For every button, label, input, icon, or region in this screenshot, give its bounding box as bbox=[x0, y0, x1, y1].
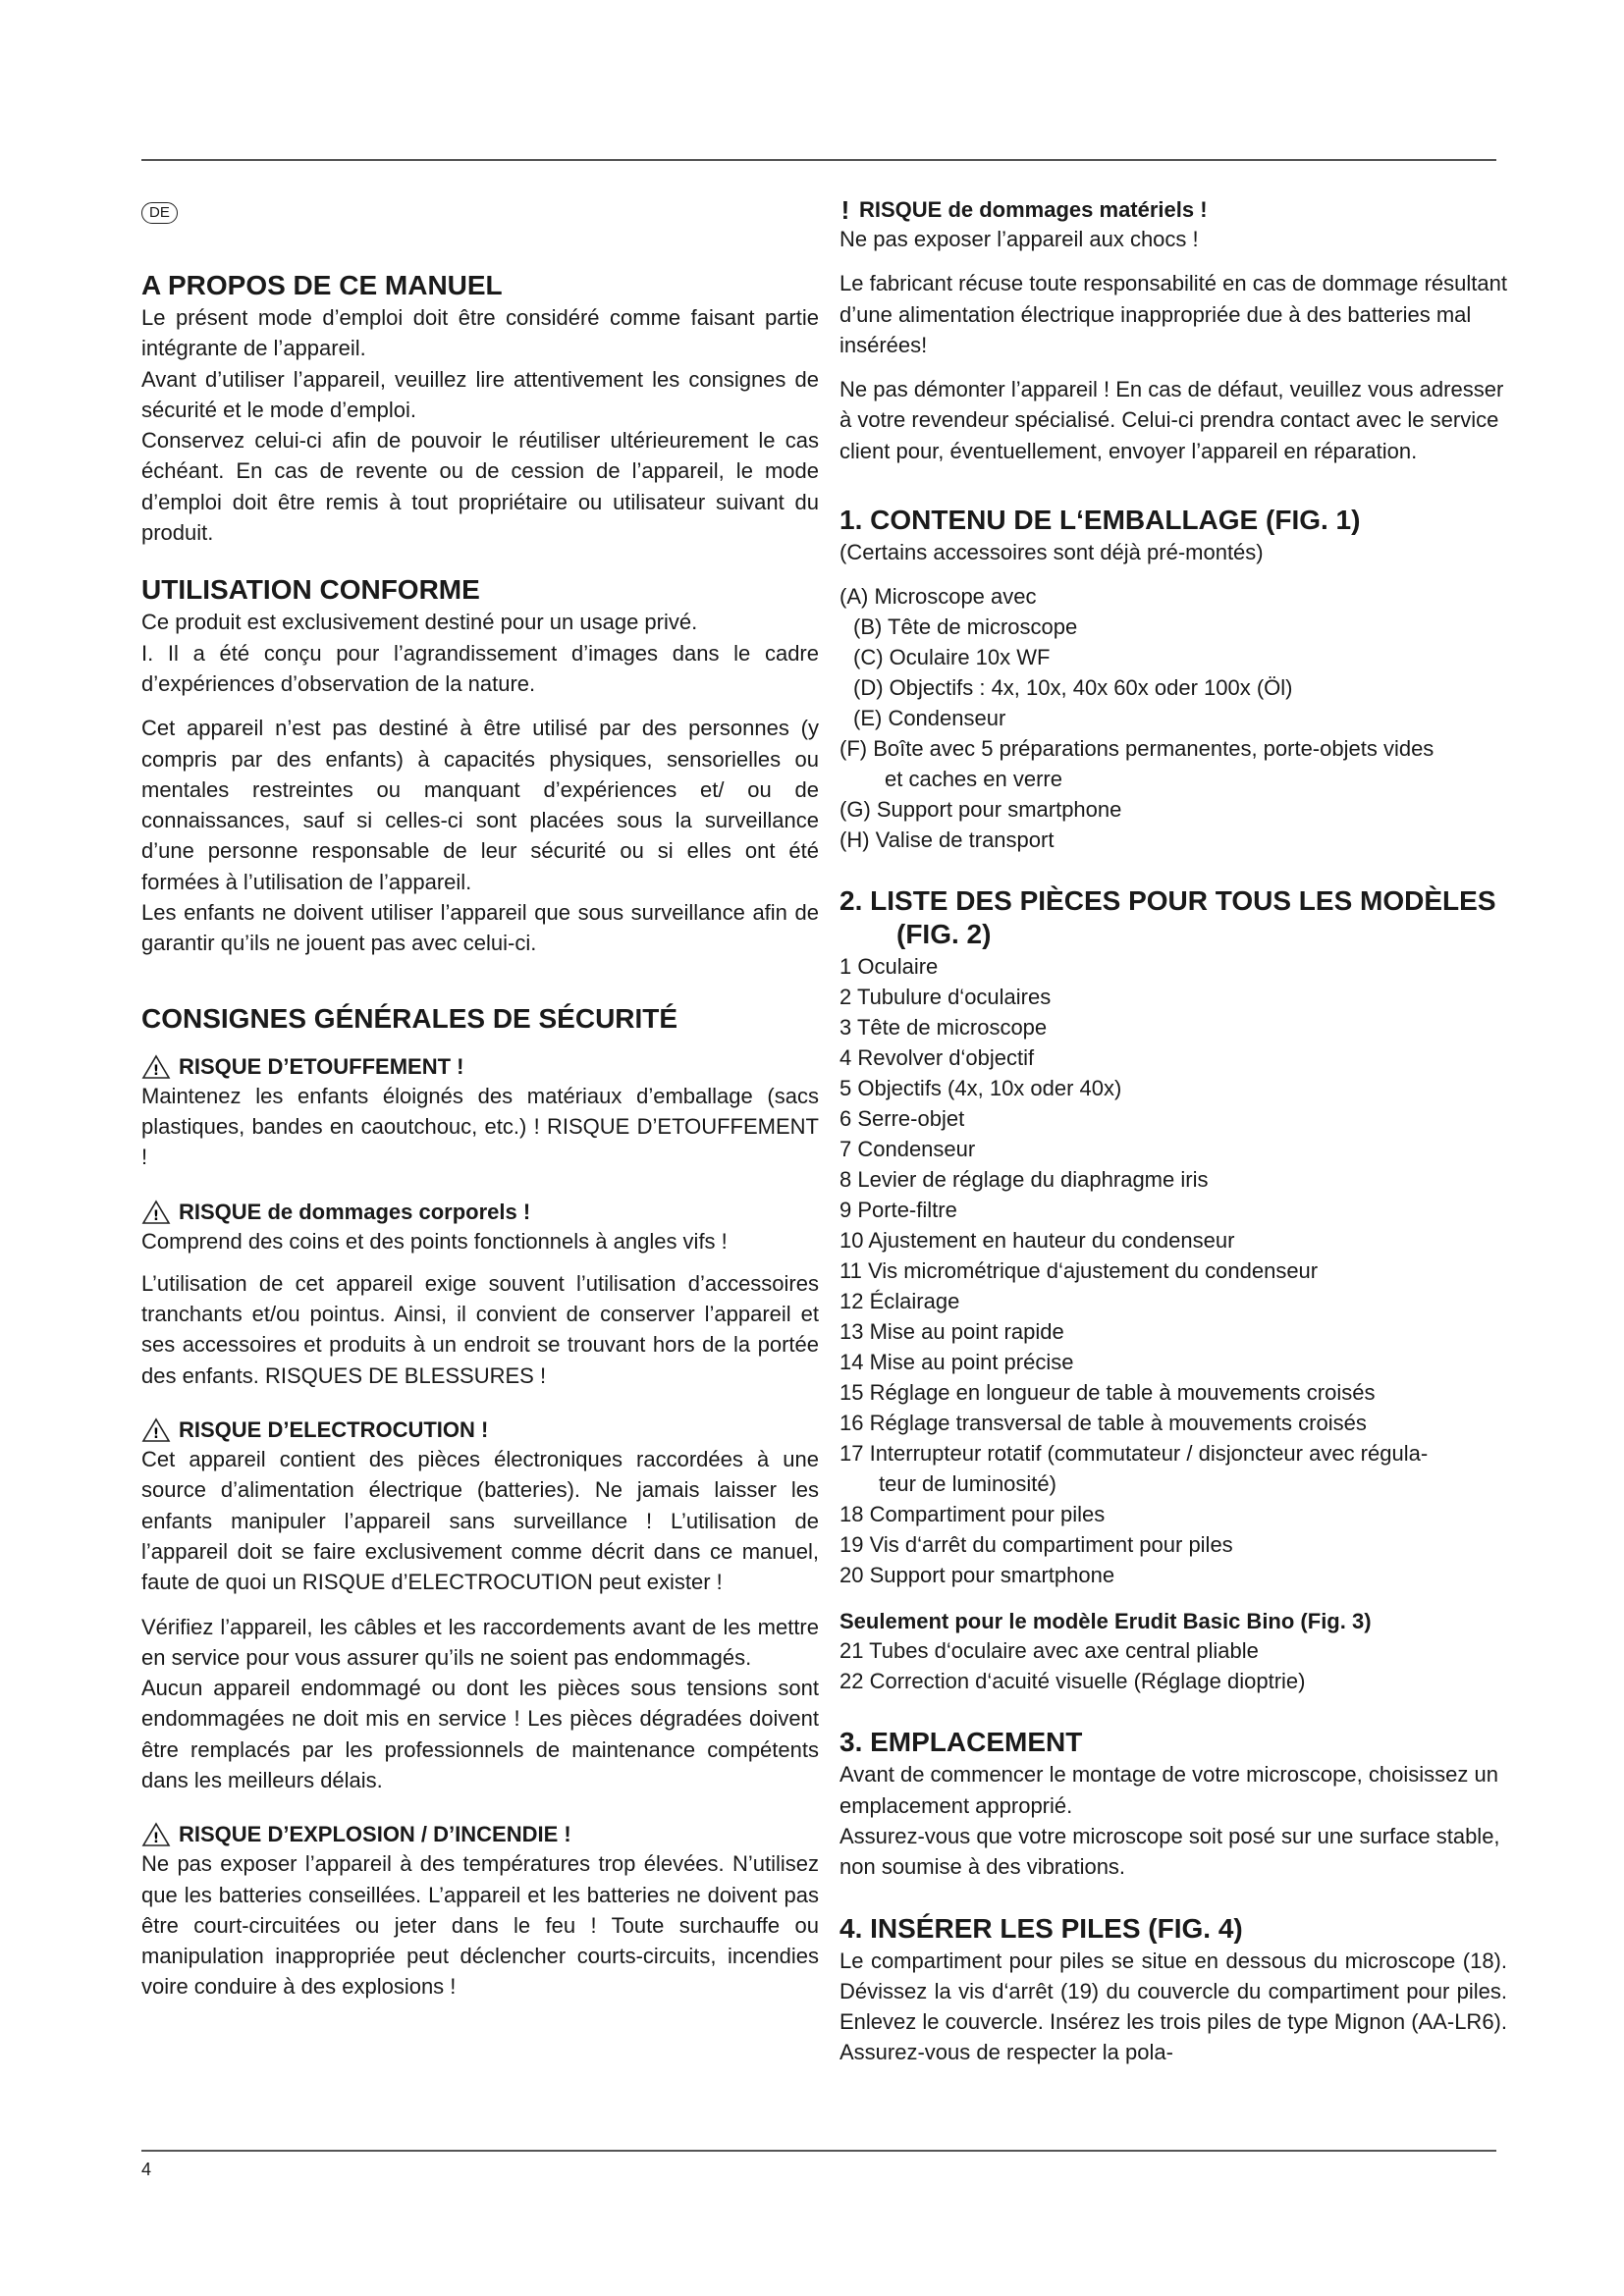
warning-suffocation-title: RISQUE D’ETOUFFEMENT ! bbox=[179, 1053, 464, 1079]
parts-list bbox=[839, 951, 1507, 1590]
contents-list bbox=[839, 581, 1507, 855]
exclamation-icon: ! bbox=[840, 195, 850, 225]
svg-text:!: ! bbox=[152, 1062, 160, 1079]
batteries-paragraph-1: Le compartiment pour piles se situe en dessous du microscope (18). Dévissez la vis d‘arrêt (19) du couvercle du compartiment pour piles. Enlevez le couvercle. Insérez les trois piles de type Mignon (AA-LR6). Assurez-vous de respecter la pola- bbox=[839, 1948, 1507, 2065]
list-item: 16 Réglage transversal de table à mouvements croisés bbox=[839, 1411, 1367, 1436]
list-item: 8 Levier de réglage du diaphragme iris bbox=[839, 1167, 1209, 1193]
list-item: et caches en verre bbox=[885, 767, 1062, 792]
section-title-about: A PROPOS DE CE MANUEL bbox=[141, 270, 503, 300]
warning-injury-text: Comprend des coins et des points fonctionnels à angles vifs ! bbox=[141, 1228, 728, 1254]
warning-explosion-title: RISQUE D’EXPLOSION / D’INCENDIE ! bbox=[179, 1822, 571, 1847]
header-rule bbox=[141, 159, 1496, 161]
left-column bbox=[141, 196, 819, 2002]
list-item: (H) Valise de transport bbox=[839, 828, 1055, 853]
warning-electrocution-text: Cet appareil contient des pièces électroniques raccordées à une source d’alimentation électrique (batteries). Ne jamais laisser les enfants manipuler l’appareil sans surveillance ! L’utilisation de l’appareil doit se faire exclusivement comme décrit dans ce manuel, faute de quoi un RISQUE d’ELECTROCUTION peut exister ! bbox=[141, 1447, 819, 1595]
svg-text:!: ! bbox=[152, 1831, 160, 1847]
list-item: 1 Oculaire bbox=[839, 954, 939, 980]
language-badge: DE bbox=[141, 202, 178, 224]
page-number: 4 bbox=[141, 2160, 152, 2179]
list-item: (C) Oculaire 10x WF bbox=[853, 645, 1051, 670]
warning-material-paragraph-3: Ne pas démonter l’appareil ! En cas de défaut, veuillez vous adresser à votre revendeur spécialisé. Celui-ci prendra contact avec le service client pour, éventuellement, envoyer l’appareil en réparation. bbox=[839, 377, 1504, 463]
list-item: 15 Réglage en longueur de table à mouvements croisés bbox=[839, 1380, 1376, 1406]
warning-electrocution-text-2: Vérifiez l’appareil, les câbles et les raccordements avant de les mettre en service pour vous assurer qu’ils ne soient pas endommagés. bbox=[141, 1614, 819, 1670]
usage-paragraph-3: Cet appareil n’est pas destiné à être utilisé par des personnes (y compris par des enfants) à capacités physiques, sensorielles ou mentales restreintes ou manquant d’expériences et/ ou de connaissances, sauf si celles-ci sont placées sous la surveillance d’une personne responsable de leur sécurité ou si elles ont été formées à l’utilisation de l’appareil. bbox=[141, 716, 819, 894]
list-item: (D) Objectifs : 4x, 10x, 40x 60x oder 100x (Öl) bbox=[853, 675, 1293, 701]
section-title-usage: UTILISATION CONFORME bbox=[141, 574, 480, 606]
section-title-contents: 1. CONTENU DE L‘EMBALLAGE (FIG. 1) bbox=[839, 505, 1361, 536]
contents-subtitle: (Certains accessoires sont déjà pré-montés) bbox=[839, 540, 1264, 565]
warning-electrocution-title: RISQUE D’ELECTROCUTION ! bbox=[179, 1417, 489, 1443]
warning-explosion-text: Ne pas exposer l’appareil à des températures trop élevées. N’utilisez que les batteries conseillées. L’appareil et les batteries ne doivent pas être court-circuitées ou jeter dans le feu ! Toute surchauffe ou manipulation inappropriée peut déclencher courts-circuits, incendies voire conduire à des explosions ! bbox=[141, 1851, 819, 2000]
warning-material-paragraph-2: Le fabricant récuse toute responsabilité en cas de dommage résultant d’une alimentation électrique inappropriée due à des batteries mal insérées! bbox=[839, 271, 1507, 357]
bino-list bbox=[839, 1635, 1507, 1696]
list-item: (B) Tête de microscope bbox=[853, 614, 1078, 640]
section-title-safety: CONSIGNES GÉNÉRALES DE SÉCURITÉ bbox=[141, 1002, 678, 1034]
list-item: 14 Mise au point précise bbox=[839, 1350, 1074, 1375]
warning-electrocution bbox=[141, 1416, 819, 1444]
warning-triangle-icon bbox=[141, 1054, 171, 1080]
list-item: 17 Interrupteur rotatif (commutateur / disjoncteur avec régula- bbox=[839, 1441, 1429, 1467]
usage-paragraph-2: I. Il a été conçu pour l’agrandissement d’images dans le cadre d’expériences d’observation de la nature. bbox=[141, 640, 819, 696]
list-item: teur de luminosité) bbox=[879, 1471, 1056, 1497]
warning-injury-text-2: L’utilisation de cet appareil exige souvent l’utilisation d’accessoires tranchants et/ou pointus. Ainsi, il convient de conserver l’appareil et ses accessoires et produits à un endroit se trouvant hors de la portée des enfants. RISQUES DE BLESSURES ! bbox=[141, 1270, 819, 1388]
bino-subtitle: Seulement pour le modèle Erudit Basic Bino (Fig. 3) bbox=[839, 1609, 1372, 1634]
about-paragraph-1: Le présent mode d’emploi doit être considéré comme faisant partie intégrante de l’appareil. bbox=[141, 305, 819, 361]
list-item: 6 Serre-objet bbox=[839, 1106, 965, 1132]
list-item: 13 Mise au point rapide bbox=[839, 1319, 1064, 1345]
right-column bbox=[839, 196, 1507, 2068]
location-paragraph-1: Avant de commencer le montage de votre microscope, choisissez un emplacement approprié. bbox=[839, 1762, 1498, 1818]
svg-text:!: ! bbox=[152, 1426, 160, 1443]
list-item: (F) Boîte avec 5 préparations permanentes, porte-objets vides bbox=[839, 736, 1435, 762]
usage-paragraph-1: Ce produit est exclusivement destiné pour un usage privé. bbox=[141, 610, 698, 635]
list-item: 22 Correction d‘acuité visuelle (Réglage dioptrie) bbox=[839, 1669, 1306, 1694]
section-title-location: 3. EMPLACEMENT bbox=[839, 1727, 1083, 1758]
list-item: (G) Support pour smartphone bbox=[839, 797, 1122, 823]
svg-text:!: ! bbox=[152, 1207, 160, 1224]
list-item: 12 Éclairage bbox=[839, 1289, 960, 1314]
list-item: 18 Compartiment pour piles bbox=[839, 1502, 1106, 1527]
usage-paragraph-4: Les enfants ne doivent utiliser l’appareil que sous surveillance afin de garantir qu’ils ne jouent pas avec celui-ci. bbox=[141, 900, 819, 956]
footer-rule bbox=[141, 2150, 1496, 2152]
list-item: 2 Tubulure d‘oculaires bbox=[839, 985, 1052, 1010]
warning-triangle-icon bbox=[141, 1822, 171, 1847]
warning-suffocation-text: Maintenez les enfants éloignés des matériaux d’emballage (sacs plastiques, bandes en caoutchouc, etc.) ! RISQUE D’ETOUFFEMENT ! bbox=[141, 1083, 819, 1170]
warning-triangle-icon bbox=[141, 1200, 171, 1225]
list-item: 10 Ajustement en hauteur du condenseur bbox=[839, 1228, 1235, 1254]
warning-material-title: RISQUE de dommages matériels ! bbox=[859, 197, 1208, 222]
warning-suffocation bbox=[141, 1053, 819, 1081]
about-paragraph-2: Avant d’utiliser l’appareil, veuillez lire attentivement les consignes de sécurité et le mode d’emploi. bbox=[141, 366, 819, 422]
warning-material-text: Ne pas exposer l’appareil aux chocs ! bbox=[839, 227, 1199, 251]
list-item: 20 Support pour smartphone bbox=[839, 1563, 1115, 1588]
list-item: 11 Vis micrométrique d‘ajustement du condenseur bbox=[839, 1258, 1319, 1284]
warning-injury-title: RISQUE de dommages corporels ! bbox=[179, 1199, 531, 1224]
list-item: 5 Objectifs (4x, 10x oder 40x) bbox=[839, 1076, 1122, 1101]
warning-explosion bbox=[141, 1821, 819, 1848]
list-item: 19 Vis d‘arrêt du compartiment pour piles bbox=[839, 1532, 1233, 1558]
warning-triangle-icon bbox=[141, 1417, 171, 1443]
warning-electrocution-text-3: Aucun appareil endommagé ou dont les pièces sous tensions sont endommagées ne doit mis en service ! Les pièces dégradées doivent être remplacés par les professionnels de maintenance compétents dans les meilleurs délais. bbox=[141, 1676, 819, 1792]
list-item: 7 Condenseur bbox=[839, 1137, 976, 1162]
section-title-parts: 2. LISTE DES PIÈCES POUR TOUS LES MODÈLES (FIG. 2) bbox=[839, 885, 1496, 950]
list-item: (A) Microscope avec bbox=[839, 584, 1037, 610]
warning-material bbox=[839, 196, 1507, 224]
location-paragraph-2: Assurez-vous que votre microscope soit posé sur une surface stable, non soumise à des vibrations. bbox=[839, 1823, 1500, 1880]
list-item: 3 Tête de microscope bbox=[839, 1015, 1048, 1041]
list-item: (E) Condenseur bbox=[853, 706, 1006, 731]
list-item: 9 Porte-filtre bbox=[839, 1198, 957, 1223]
list-item: 4 Revolver d‘objectif bbox=[839, 1045, 1035, 1071]
list-item: 21 Tubes d‘oculaire avec axe central pliable bbox=[839, 1638, 1259, 1664]
warning-injury bbox=[141, 1199, 819, 1226]
section-title-batteries: 4. INSÉRER LES PILES (FIG. 4) bbox=[839, 1912, 1243, 1944]
about-paragraph-3: Conservez celui-ci afin de pouvoir le réutiliser ultérieurement le cas échéant. En cas de revente ou de cession de l’appareil, le mode d’emploi doit être remis à tout propriétaire ou utilisateur suivant du produit. bbox=[141, 428, 819, 546]
